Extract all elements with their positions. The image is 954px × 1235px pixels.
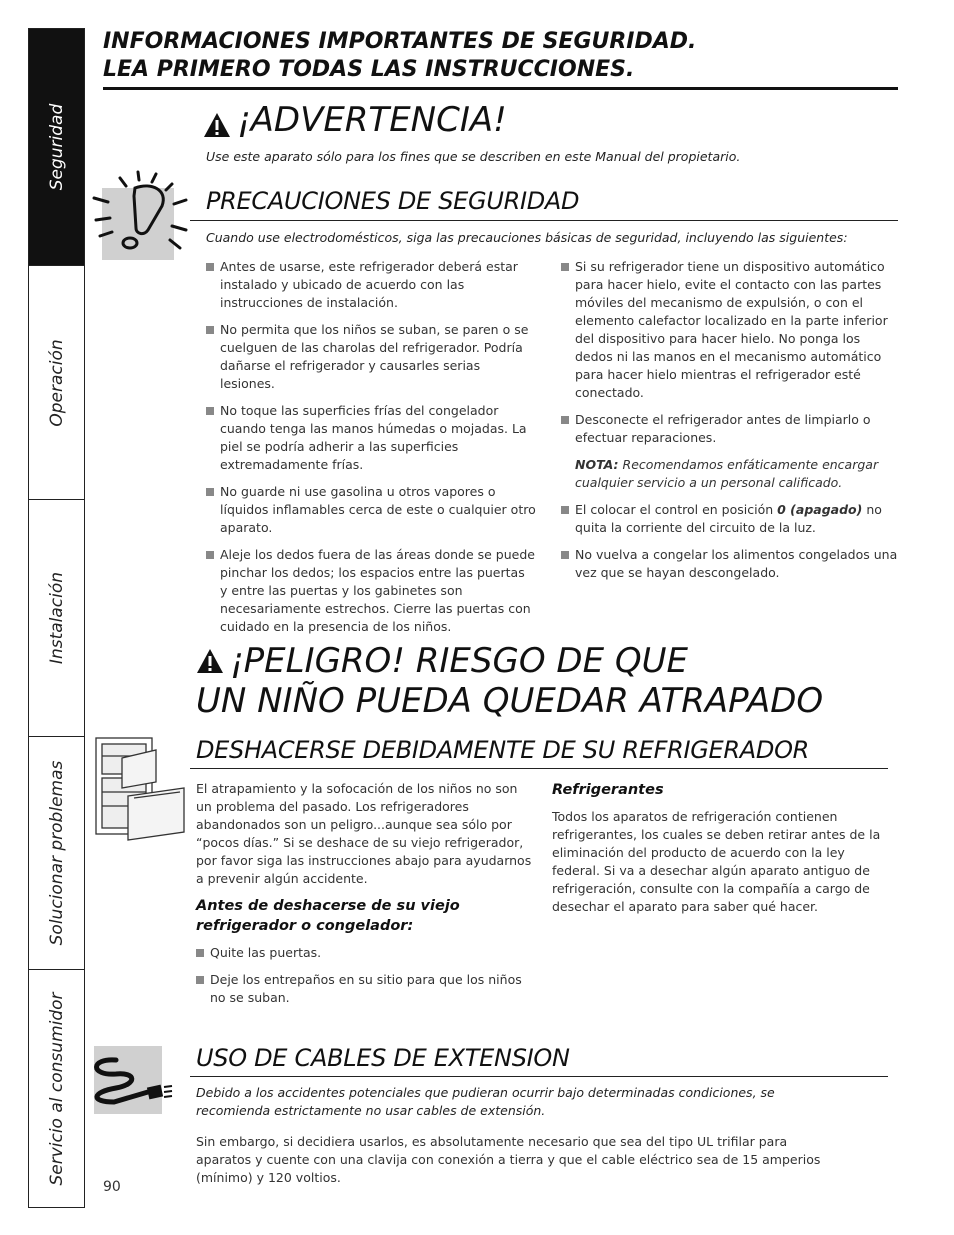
disposal-rule xyxy=(190,768,888,769)
warning-title: ¡ADVERTENCIA! xyxy=(237,100,507,140)
list-item: No vuelva a congelar los alimentos congelados una vez que se hayan descongelado. xyxy=(561,546,899,582)
disposal-before-heading: Antes de deshacerse de su viejo refrigerador o congelador: xyxy=(196,898,460,934)
tab-solucionar-problemas[interactable] xyxy=(29,737,84,970)
tab-instalacion[interactable] xyxy=(29,500,84,737)
list-item: No guarde ni use gasolina u otros vapores o líquidos inflamables cerca de este o cualquier otro aparato. xyxy=(206,483,536,537)
safety-rule xyxy=(190,220,898,221)
danger-title-line-2: UN NIÑO PUEDA QUEDAR ATRAPADO xyxy=(196,680,824,721)
bullet-emphasis: 0 (apagado) xyxy=(777,502,863,517)
safety-intro: Cuando use electrodomésticos, siga las precauciones básicas de seguridad, incluyendo las siguientes: xyxy=(206,230,848,245)
tab-servicio-consumidor[interactable] xyxy=(29,970,84,1207)
note-label: NOTA: xyxy=(575,457,619,472)
refrigerants-heading: Refrigerantes xyxy=(552,782,664,798)
refrigerants-column xyxy=(552,780,882,916)
tab-label: Operación xyxy=(46,338,67,427)
list-item: Desconecte el refrigerador antes de limpiarlo o efectuar reparaciones. xyxy=(561,411,899,447)
page-number: 90 xyxy=(103,1179,121,1195)
list-item: Quite las puertas. xyxy=(196,944,532,962)
disposal-paragraph: El atrapamiento y la sofocación de los niños no son un problema del pasado. Los refrigeradores abandonados son un peligro...aunque sea sólo por “pocos días.” Si se deshace de su viejo refrigerador, por favor siga las instrucciones abajo para ayudarnos a prevenir algún accidente. xyxy=(196,781,532,886)
refrigerator-icon xyxy=(94,736,186,844)
list-item: Aleje los dedos fuera de las áreas donde se puede pinchar los dedos; los espacios entre las puertas y entre las puertas y los gabinetes son necesariamente estrechos. Cierre las puertas con cuidado en la presencia de los niños. xyxy=(206,546,536,636)
tab-label: Servicio al consumidor xyxy=(46,991,67,1186)
list-item: No toque las superficies frías del congelador cuando tenga las manos húmedas o mojadas. La piel se podría adherir a las superficies extremadamente frías. xyxy=(206,402,536,474)
section-tabs xyxy=(28,28,85,1208)
extension-intro: Debido a los accidentes potenciales que pudieran ocurrir bajo determinadas condiciones, se recomienda estrictamente no usar cables de extensión. xyxy=(196,1085,775,1118)
extension-title: USO DE CABLES DE EXTENSION xyxy=(196,1044,570,1072)
disposal-left-column xyxy=(196,780,532,1007)
danger-title-line-1: ¡PELIGRO! RIESGO DE QUE xyxy=(230,641,688,681)
service-note xyxy=(561,456,899,492)
warning-subtitle: Use este aparato sólo para los fines que se describen en este Manual del propietario. xyxy=(206,149,741,164)
page-header xyxy=(103,28,898,90)
bullet-text: no quita la corriente del circuito de la luz. xyxy=(575,502,882,535)
tab-label: Seguridad xyxy=(46,103,67,191)
note-text: Recomendamos enfáticamente encargar cualquier servicio a un personal calificado. xyxy=(575,457,879,490)
safety-right-column xyxy=(561,258,899,582)
list-item: Si su refrigerador tiene un dispositivo automático para hacer hielo, evite el contacto con las partes móviles del mecanismo de expulsión, o con el elemento calefactor localizado en la parte inferior del dispositivo para hacer hielo. No ponga los dedos ni las manos en el mecanismo automático para hacer hielo mientras el refrigerador esté conectado. xyxy=(561,258,899,402)
list-item: Antes de usarse, este refrigerador deberá estar instalado y ubicado de acuerdo con las instrucciones de instalación. xyxy=(206,258,536,312)
danger-heading xyxy=(196,642,823,720)
extension-paragraph: Sin embargo, si decidiera usarlos, es absolutamente necesario que sea del tipo UL trifilar para aparatos y cuente con una clavija con conexión a tierra y que el cable eléctrico sea de 15 amperios (mínimo) y 120 voltios. xyxy=(196,1134,821,1185)
refrigerants-paragraph: Todos los aparatos de refrigeración contienen refrigerantes, los cuales se deben retirar antes de la eliminación del producto de acuerdo con la ley federal. Si va a desechar algún aparato antiguo de refrigeración, consulte con la compañía a cargo de desechar el aparato para saber qué hacer. xyxy=(552,809,881,914)
warning-triangle-icon xyxy=(196,644,224,682)
safety-title: PRECAUCIONES DE SEGURIDAD xyxy=(206,187,580,215)
header-rule xyxy=(103,87,898,90)
extension-cord-icon xyxy=(86,1044,176,1116)
tab-label: Instalación xyxy=(46,571,67,665)
extension-rule xyxy=(190,1076,888,1077)
tab-operacion[interactable] xyxy=(29,266,84,500)
warning-heading xyxy=(203,100,507,142)
warning-triangle-icon xyxy=(203,112,231,142)
list-item xyxy=(561,501,899,537)
list-item: No permita que los niños se suban, se paren o se cuelguen de las charolas del refrigerador. Podría dañarse el refrigerador y causarles serias lesiones. xyxy=(206,321,536,393)
disposal-title: DESHACERSE DEBIDAMENTE DE SU REFRIGERADOR xyxy=(196,736,810,764)
header-line-2: LEA PRIMERO TODAS LAS INSTRUCCIONES. xyxy=(103,57,635,82)
header-line-1: INFORMACIONES IMPORTANTES DE SEGURIDAD. xyxy=(103,29,697,54)
list-item: Deje los entrepaños en su sitio para que los niños no se suban. xyxy=(196,971,532,1007)
bullet-text: El colocar el control en posición xyxy=(575,502,774,517)
tab-label: Solucionar problemas xyxy=(46,760,67,946)
tab-seguridad[interactable] xyxy=(29,29,84,266)
safety-alert-icon xyxy=(90,168,190,263)
safety-left-column xyxy=(206,258,536,636)
